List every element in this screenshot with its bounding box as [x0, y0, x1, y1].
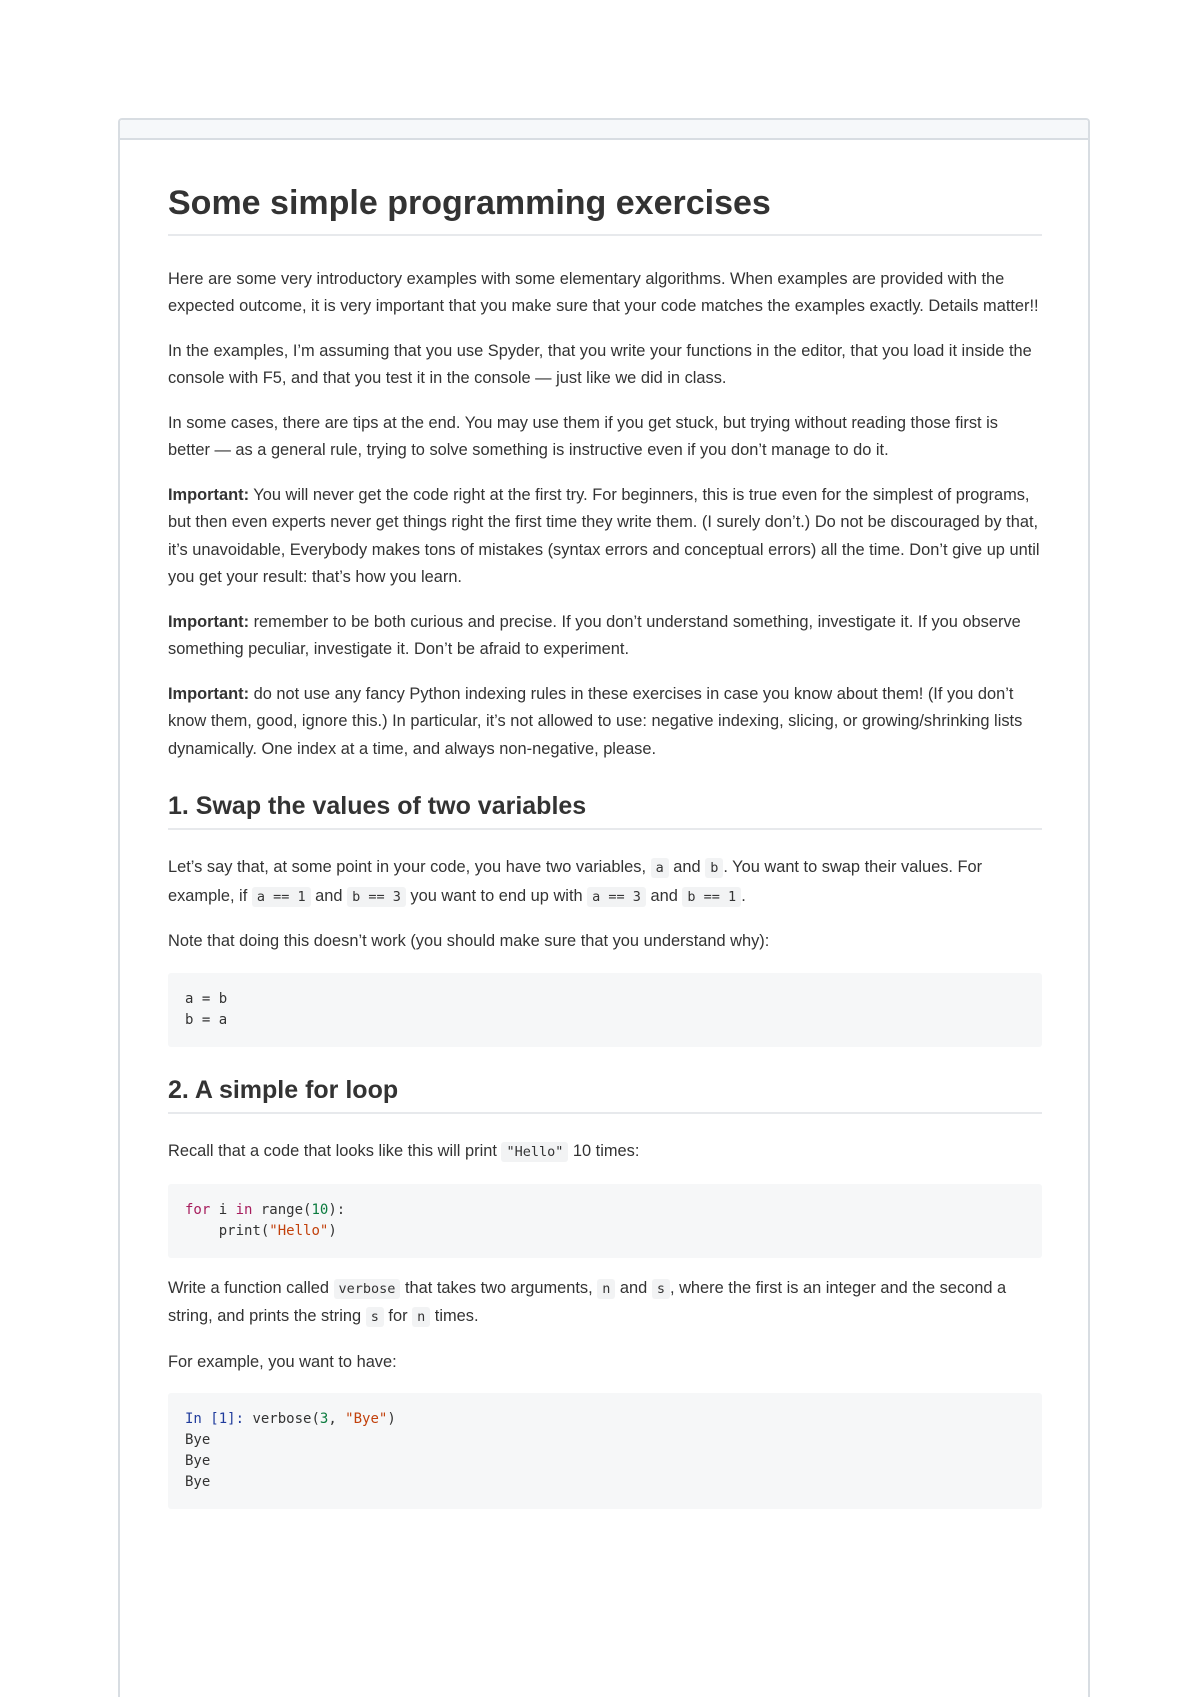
important-label: Important:	[168, 612, 250, 631]
code-token: verbose(	[244, 1411, 320, 1427]
section-1-paragraph-1	[168, 854, 1042, 911]
text: Write a function called	[168, 1278, 334, 1297]
code-token: range(	[252, 1201, 312, 1218]
inline-code-a: a	[651, 858, 669, 878]
text: , where the first is an integer and the second a string, and prints the string	[168, 1278, 1007, 1325]
text: Recall that a code that looks like this will print	[168, 1142, 502, 1160]
code-token: )	[387, 1411, 396, 1427]
text: .	[741, 886, 746, 905]
console-output-line: Bye	[185, 1432, 211, 1448]
code-token: i	[210, 1201, 236, 1218]
text: and	[645, 886, 683, 905]
section-2-paragraph-3: For example, you want to have:	[168, 1352, 397, 1371]
important-paragraph-2	[168, 609, 1042, 664]
code-line: b = a	[185, 1011, 228, 1028]
code-token: print(	[185, 1222, 270, 1239]
text: . You want to swap their values. For example, if	[168, 858, 983, 905]
text: and	[310, 886, 348, 905]
code-token: )	[328, 1222, 337, 1239]
important-text-1: You will never get the code right at the first try. For beginners, this is true even for the simplest of programs, but then even experts never get things right the first time they write them. (I surely don’t.) Do not be discouraged by that, it’s unavoidable, Everybody makes tons of mistakes (syntax errors and conceptual errors) all the time. Don’t give up until you get your result: that’s how you learn.	[168, 485, 1040, 586]
section-1-paragraph-2: Note that doing this doesn’t work (you should make sure that you understand why):	[168, 932, 770, 951]
text: and	[668, 858, 706, 877]
text: for	[383, 1307, 413, 1325]
code-block-for-loop	[168, 1184, 1042, 1258]
section-2-paragraph-1	[168, 1138, 1042, 1167]
string-literal: "Bye"	[345, 1411, 388, 1427]
inline-code-b-eq-3: b == 3	[347, 887, 406, 907]
string-literal: "Hello"	[269, 1222, 329, 1239]
article	[168, 182, 1042, 1526]
inline-code-b: b	[705, 858, 723, 878]
important-paragraph-1	[168, 482, 1042, 592]
intro-paragraph-1: Here are some very introductory examples with some elementary algorithms. When examples are provided with the expected outcome, it is very important that you make sure that your code matches the examples exactly. Details matter!!	[168, 269, 1039, 315]
keyword-in: in	[235, 1201, 253, 1218]
code-block-console	[168, 1393, 1042, 1509]
important-label: Important:	[168, 684, 250, 703]
code-line: a = b	[185, 990, 228, 1007]
section-2-heading: 2. A simple for loop	[168, 1075, 1042, 1114]
section-2-paragraph-2	[168, 1275, 1042, 1332]
number-literal: 10	[311, 1201, 329, 1218]
code-block-swap	[168, 973, 1042, 1047]
page-title: Some simple programming exercises	[168, 182, 1042, 236]
code-token: ,	[328, 1411, 346, 1427]
panel-header	[120, 120, 1088, 140]
inline-code-b-eq-1: b == 1	[682, 887, 741, 907]
inline-code-n: n	[597, 1279, 615, 1299]
number-literal: 3	[319, 1411, 329, 1427]
console-output-line: Bye	[185, 1474, 211, 1490]
intro-paragraph-3: In some cases, there are tips at the end. You may use them if you get stuck, but trying without reading those first is better — as a general rule, trying to solve something is instructive even if you don’t manage to do it.	[168, 413, 998, 459]
important-text-3: do not use any fancy Python indexing rules in these exercises in case you know about them! (If you don’t know them, good, ignore this.) In particular, it’s not allowed to use: negative indexing, slicing, or growing/shrinking lists dynamically. One index at a time, and always non-negative, please.	[168, 684, 1023, 758]
text: you want to end up with	[405, 886, 588, 905]
inline-code-a-eq-1: a == 1	[252, 887, 311, 907]
code-token: ):	[328, 1201, 346, 1218]
console-output-line: Bye	[185, 1453, 211, 1469]
important-label: Important:	[168, 485, 250, 504]
inline-code-verbose: verbose	[334, 1279, 401, 1299]
inline-code-a-eq-3: a == 3	[587, 887, 646, 907]
keyword-for: for	[185, 1201, 211, 1218]
inline-code-s: s	[652, 1279, 670, 1299]
important-paragraph-3	[168, 681, 1042, 764]
text: times.	[430, 1307, 479, 1325]
console-prompt: In [1]:	[185, 1411, 245, 1427]
intro-paragraph-2: In the examples, I’m assuming that you use Spyder, that you write your functions in the editor, that you load it inside the console with F5, and that you test it in the console — just like we did in class.	[168, 341, 1032, 387]
important-text-2: remember to be both curious and precise. If you don’t understand something, investigate it. If you observe something peculiar, investigate it. Don’t be afraid to experiment.	[168, 612, 1021, 658]
inline-code-n: n	[412, 1307, 430, 1327]
inline-code-hello: "Hello"	[501, 1142, 568, 1162]
text: that takes two arguments,	[400, 1278, 598, 1297]
text: 10 times:	[568, 1142, 640, 1160]
text: Let’s say that, at some point in your code, you have two variables,	[168, 858, 651, 877]
section-1-heading: 1. Swap the values of two variables	[168, 791, 1042, 830]
text: and	[615, 1278, 652, 1297]
inline-code-s: s	[366, 1307, 384, 1327]
